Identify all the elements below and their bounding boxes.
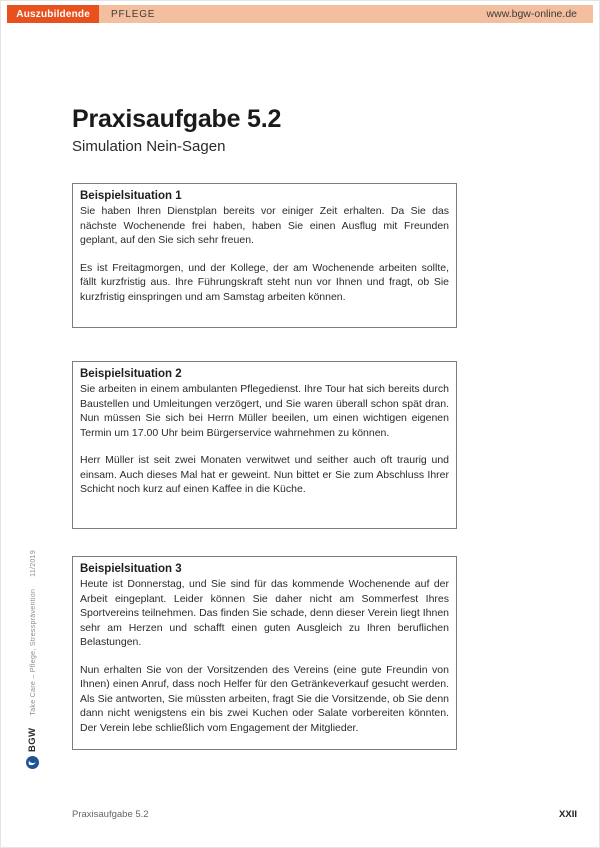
category-label: PFLEGE <box>111 8 156 20</box>
page-number: XXII <box>559 809 577 820</box>
footer-title: Praxisaufgabe 5.2 <box>72 809 149 820</box>
situation-paragraph: Nun erhalten Sie von der Vorsitzenden des Vereins (eine gute Freundin von Ihnen) einen Anruf, dass noch Helfer für den Getränkeverkauf gesucht werden. Als Sie antworten, Sie müssten arbeiten, fragt Sie die Vorsitzende, ob Sie denn dann nicht wenigstens ein bis zwei Kuchen oder Salate vorbereiten könnten. Der Verein lebe schließlich vom Engagement der Mitglieder. <box>80 663 449 734</box>
series-label: Take Care – Pflege, Stressprävention <box>30 588 37 716</box>
audience-tag <box>7 5 99 23</box>
bgw-swoosh-icon <box>26 756 39 769</box>
website-link[interactable]: www.bgw-online.de <box>486 8 577 20</box>
situation-heading: Beispielsituation 2 <box>80 368 182 380</box>
audience-label: Auszubildende <box>16 8 90 20</box>
issue-label: 11/2019 <box>30 549 37 577</box>
situation-paragraph: Sie haben Ihren Dienstplan bereits vor einiger Zeit erhalten. Da Sie das nächste Wochenende frei haben, haben Sie einen Ausflug mit Freunden geplant, auf den Sie sich sehr freuen. <box>80 205 449 246</box>
page-title: Praxisaufgabe 5.2 <box>72 105 282 133</box>
bgw-logo-text: BGW <box>27 727 38 752</box>
situation-heading: Beispielsituation 1 <box>80 190 182 202</box>
situation-paragraph: Es ist Freitagmorgen, und der Kollege, der am Wochenende arbeiten sollte, fällt kurzfristig aus. Ihre Führungskraft steht nun vor Ihnen und fragt, ob Sie kurzfristig einspringen und am Samstag arbeiten können. <box>80 261 449 303</box>
header-bar <box>7 5 593 23</box>
situation-paragraph: Herr Müller ist seit zwei Monaten verwitwet und seither auch oft traurig und einsam. Auch dieses Mal hat er geweint. Nun bittet er Sie zum Abschluss Ihrer Schicht noch kurz auf einen Kaffee in die Küche. <box>80 454 449 495</box>
situation-paragraph: Heute ist Donnerstag, und Sie sind für das kommende Wochenende auf der Arbeit eingeplant. Leider können Sie daher nicht am Sommerfest Ihres Sportvereins teilnehmen. Das finden Sie schade, denn dieser Verein liegt Ihnen sehr am Herzen und schafft einen guten Ausgleich zu Ihren beruflichen Belastungen. <box>80 578 449 648</box>
situation-heading: Beispielsituation 3 <box>80 563 182 575</box>
situation-box-2 <box>72 361 457 529</box>
page-subtitle: Simulation Nein-Sagen <box>72 138 226 155</box>
sidebar-imprint <box>27 550 38 752</box>
situation-box-3 <box>72 556 457 750</box>
situation-paragraph: Sie arbeiten in einem ambulanten Pflegedienst. Ihre Tour hat sich bereits durch Baustellen und Umleitungen verzögert, und Sie waren überall schon spät dran. Nun müssen Sie sich bei Herrn Müller beeilen, um einen wichtigen eigenen Termin um 17.00 Uhr beim Bürgerservice wahrnehmen zu können. <box>80 383 449 439</box>
situation-box-1 <box>72 183 457 328</box>
